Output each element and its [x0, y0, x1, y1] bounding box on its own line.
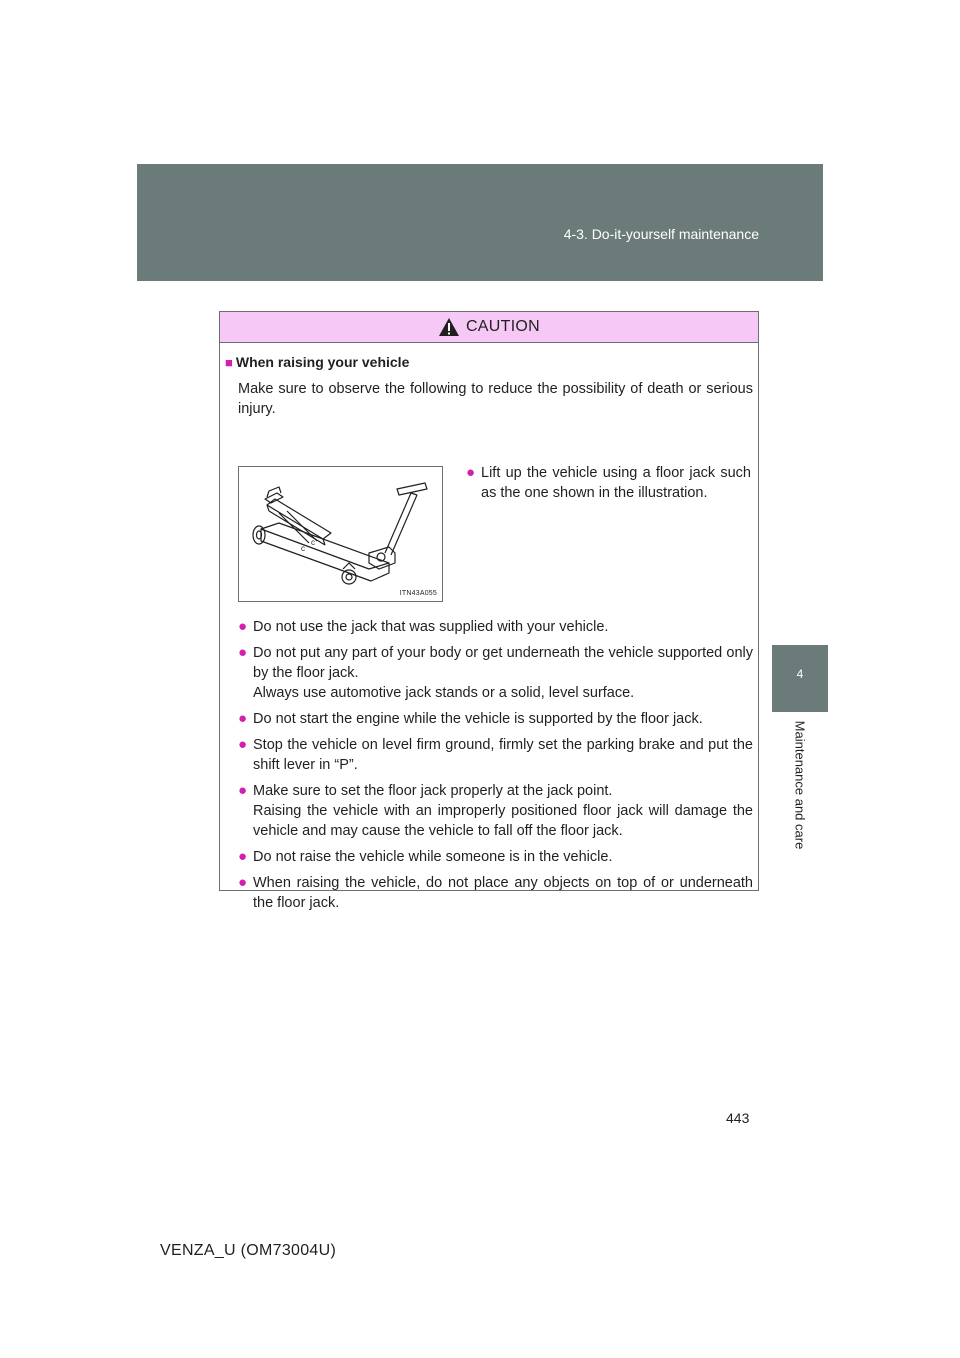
circle-bullet-icon: ●	[238, 618, 248, 635]
circle-bullet-icon: ●	[238, 848, 248, 865]
caution-intro: Make sure to observe the following to reduce the possibility of death or serious injury.	[238, 381, 753, 417]
item-text: Lift up the vehicle using a floor jack such as the one shown in the illustration.	[481, 465, 751, 501]
circle-bullet-icon: ●	[238, 782, 248, 799]
subhead-text: When raising your vehicle	[235, 354, 410, 370]
list-item	[238, 643, 753, 703]
chapter-label: Maintenance and care	[792, 720, 808, 850]
item-text: Do not put any part of your body or get underneath the vehicle supported only by the floor jack.	[253, 645, 753, 681]
circle-bullet-icon: ●	[238, 710, 248, 727]
svg-text:c: c	[311, 538, 315, 547]
chapter-number: 4	[796, 667, 804, 681]
section-title: 4-3. Do-it-yourself maintenance	[563, 226, 759, 242]
item-note: Raising the vehicle with an improperly positioned floor jack will damage the vehicle and may cause the vehicle to fall off the floor jack.	[253, 803, 753, 839]
warning-triangle-icon	[438, 317, 460, 337]
list-item	[238, 709, 753, 729]
footer-code: VENZA_U (OM73004U)	[160, 1242, 337, 1259]
caution-box	[219, 311, 759, 911]
circle-bullet-icon: ●	[238, 874, 248, 891]
list-item	[238, 847, 753, 867]
svg-text:c: c	[301, 544, 305, 553]
circle-bullet-icon: ●	[466, 464, 476, 481]
list-item	[238, 617, 753, 637]
item-text: Stop the vehicle on level firm ground, firmly set the parking brake and put the shift lever in “P”.	[253, 737, 753, 773]
page-number: 443	[726, 1110, 750, 1126]
list-item	[238, 735, 753, 775]
figure-code: ITN43A055	[399, 590, 437, 597]
floor-jack-illustration	[238, 466, 443, 602]
circle-bullet-icon: ●	[238, 736, 248, 753]
list-item	[466, 463, 751, 503]
square-bullet-icon: ■	[225, 355, 233, 370]
item-text: Do not use the jack that was supplied with your vehicle.	[253, 619, 609, 635]
floor-jack-icon	[239, 467, 442, 601]
item-note: Always use automotive jack stands or a solid, level surface.	[253, 685, 635, 701]
circle-bullet-icon: ●	[238, 644, 248, 661]
item-text: Do not start the engine while the vehicle is supported by the floor jack.	[253, 711, 703, 727]
item-text: When raising the vehicle, do not place any objects on top of or underneath the floor jack.	[253, 875, 753, 911]
item-text: Make sure to set the floor jack properly at the jack point.	[253, 783, 613, 799]
chapter-tab[interactable]	[772, 645, 828, 712]
caution-title: CAUTION	[465, 318, 541, 335]
list-item	[238, 781, 753, 841]
caution-header	[220, 312, 758, 343]
caution-list	[238, 617, 753, 919]
item-text: Do not raise the vehicle while someone is in the vehicle.	[253, 849, 613, 865]
caution-subhead	[225, 354, 409, 370]
list-item	[238, 873, 753, 913]
header-band	[137, 164, 823, 281]
